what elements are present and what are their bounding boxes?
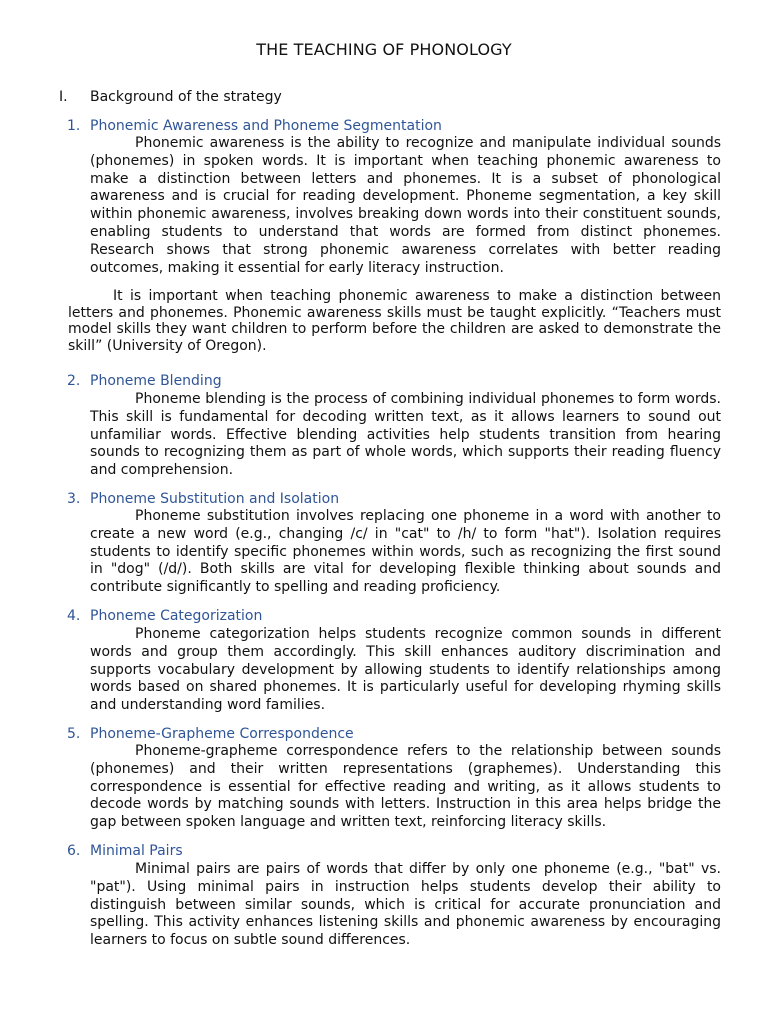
section-6-number: 6. <box>67 843 81 859</box>
part-heading: Background of the strategy <box>90 89 282 105</box>
section-2-number: 2. <box>67 373 81 389</box>
section-3-heading: Phoneme Substitution and Isolation <box>90 491 340 507</box>
section-1-paragraph: Phonemic awareness is the ability to recognize and manipulate individual sounds (phonemes) in spoken words. It is important when teaching phonemic awareness to make a distinction between letters and phonemes. It is a subset of phonological awareness and is crucial for reading development. Phoneme segmentation, a key skill within phonemic awareness, involves breaking down words into their constituent sounds, enabling students to understand that words are formed from distinct phonemes. Research shows that strong phonemic awareness correlates with better reading outcomes, making it essential for early literacy instruction. <box>90 135 721 276</box>
section-1-number: 1. <box>67 118 81 134</box>
section-5-heading: Phoneme-Grapheme Correspondence <box>90 726 354 742</box>
section-4-number: 4. <box>67 608 81 624</box>
section-2-heading: Phoneme Blending <box>90 373 222 389</box>
section-3-paragraph: Phoneme substitution involves replacing one phoneme in a word with another to create a new word (e.g., changing /c/ in "cat" to /h/ to form "hat"). Isolation requires students to identify specific phonemes within words, such as recognizing the first sound in "dog" (/d/). Both skills are vital for developing flexible thinking about sounds and contribute significantly to spelling and reading proficiency. <box>90 508 721 596</box>
section-1-heading: Phonemic Awareness and Phoneme Segmentation <box>90 118 442 134</box>
section-4-heading: Phoneme Categorization <box>90 608 263 624</box>
section-4-paragraph: Phoneme categorization helps students recognize common sounds in different words and group them accordingly. This skill enhances auditory discrimination and supports vocabulary development by allowing students to identify relationships among words based on shared phonemes. It is particularly useful for developing rhyming skills and understanding word families. <box>90 626 721 714</box>
section-5-number: 5. <box>67 726 81 742</box>
section-6-paragraph: Minimal pairs are pairs of words that differ by only one phoneme (e.g., "bat" vs. "pat"). Using minimal pairs in instruction helps students develop their ability to distinguish between similar sounds, which is critical for accurate pronunciation and spelling. This activity enhances listening skills and phonemic awareness by encouraging learners to focus on subtle sound differences. <box>90 861 721 949</box>
part-numeral: I. <box>59 89 68 105</box>
section-6-heading: Minimal Pairs <box>90 843 183 859</box>
section-3-number: 3. <box>67 491 81 507</box>
section-5-paragraph: Phoneme-grapheme correspondence refers to the relationship between sounds (phonemes) and their written representations (graphemes). Understanding this correspondence is essential for effective reading and writing, as it allows students to decode words by matching sounds with letters. Instruction in this area helps bridge the gap between spoken language and written text, reinforcing literacy skills. <box>90 743 721 831</box>
document-title: THE TEACHING OF PHONOLOGY <box>256 40 512 59</box>
section-1-continuation-paragraph: It is important when teaching phonemic awareness to make a distinction between letters and phonemes. Phonemic awareness skills must be taught explicitly. “Teachers must model skills they want children to perform before the children are asked to demonstrate the skill” (University of Oregon). <box>68 288 721 354</box>
section-2-paragraph: Phoneme blending is the process of combining individual phonemes to form words. This skill is fundamental for decoding written text, as it allows learners to sound out unfamiliar words. Effective blending activities help students transition from hearing sounds to recognizing them as part of whole words, which supports their reading fluency and comprehension. <box>90 391 721 479</box>
